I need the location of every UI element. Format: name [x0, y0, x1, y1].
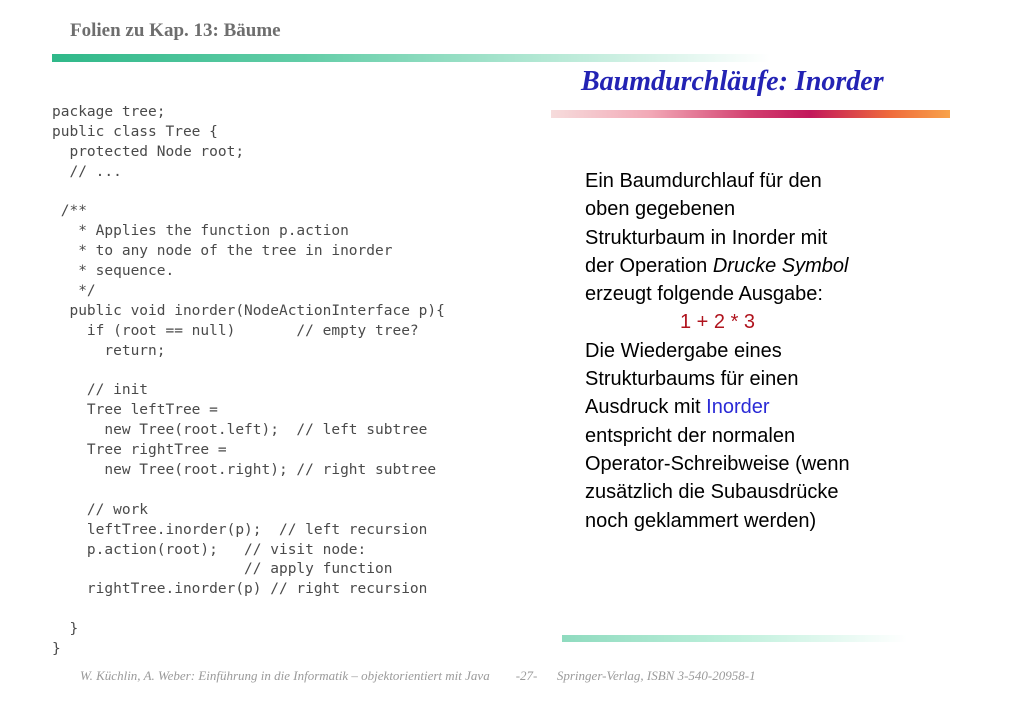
- operation-name: Drucke Symbol: [712, 254, 849, 277]
- page-number: -27-: [515, 668, 538, 683]
- description-line: zusätzlich die Subausdrücke: [585, 481, 839, 504]
- footer: [80, 668, 756, 684]
- description-line: erzeugt folgende Ausgabe:: [585, 283, 823, 306]
- description-text: [585, 167, 915, 535]
- inorder-term: Inorder: [706, 396, 770, 419]
- code-line: * sequence.: [52, 263, 175, 280]
- code-line: protected Node root;: [52, 143, 245, 160]
- footer-divider-bar: [562, 635, 907, 642]
- description-text-fragment: Ausdruck mit: [585, 396, 707, 419]
- output-expression: 1 + 2 * 3: [680, 311, 756, 334]
- description-line: Strukturbaums für einen: [585, 368, 799, 391]
- code-line: [52, 183, 445, 203]
- description-text-fragment: der Operation: [585, 254, 713, 277]
- code-line: p.action(root); // visit node:: [52, 541, 367, 558]
- code-line: new Tree(root.right); // right subtree: [52, 462, 437, 479]
- description-line: entspricht der normalen: [585, 424, 796, 447]
- code-line: package tree;: [52, 104, 166, 120]
- description-line: noch geklammert werden): [585, 509, 817, 532]
- code-line: /**: [52, 203, 87, 220]
- code-line: // ...: [52, 163, 122, 180]
- header-divider-bar: [52, 54, 770, 62]
- description-line: [585, 252, 915, 280]
- code-line: [52, 600, 445, 620]
- description-line: Die Wiedergabe eines: [585, 339, 782, 362]
- code-line: public void inorder(NodeActionInterface p){: [52, 302, 445, 319]
- code-line: // apply function: [52, 561, 393, 578]
- code-line: */: [52, 283, 96, 300]
- description-line: [585, 393, 915, 421]
- description-line: Strukturbaum in Inorder mit: [585, 226, 828, 249]
- chapter-title: Folien zu Kap. 13: Bäume: [70, 20, 281, 41]
- code-line: }: [52, 621, 79, 638]
- description-line: Ein Baumdurchlauf für den: [585, 170, 822, 192]
- code-line: Tree rightTree =: [52, 442, 227, 459]
- code-line: new Tree(root.left); // left subtree: [52, 422, 428, 439]
- description-line: oben gegebenen: [585, 198, 736, 221]
- code-line: // init: [52, 382, 149, 399]
- code-block: [52, 103, 445, 660]
- code-line: }: [52, 641, 61, 658]
- code-line: public class Tree {: [52, 123, 218, 140]
- code-line: leftTree.inorder(p); // left recursion: [52, 521, 428, 538]
- code-line: * to any node of the tree in inorder: [52, 243, 393, 260]
- footer-authors: W. Küchlin, A. Weber: Einführung in die Informatik – objektorientiert mit Java: [80, 668, 490, 683]
- description-line: Operator-Schreibweise (wenn: [585, 452, 850, 475]
- code-line: // work: [52, 501, 149, 518]
- slide-title: Baumdurchläufe: Inorder: [581, 66, 884, 97]
- code-line: return;: [52, 342, 166, 359]
- code-line: Tree leftTree =: [52, 402, 218, 419]
- code-line: if (root == null) // empty tree?: [52, 322, 419, 339]
- footer-publisher: Springer-Verlag, ISBN 3-540-20958-1: [556, 668, 756, 683]
- code-line: [52, 362, 445, 382]
- code-line: [52, 481, 445, 501]
- title-divider-bar: [551, 110, 950, 118]
- code-line: rightTree.inorder(p) // right recursion: [52, 581, 428, 598]
- code-line: * Applies the function p.action: [52, 223, 349, 240]
